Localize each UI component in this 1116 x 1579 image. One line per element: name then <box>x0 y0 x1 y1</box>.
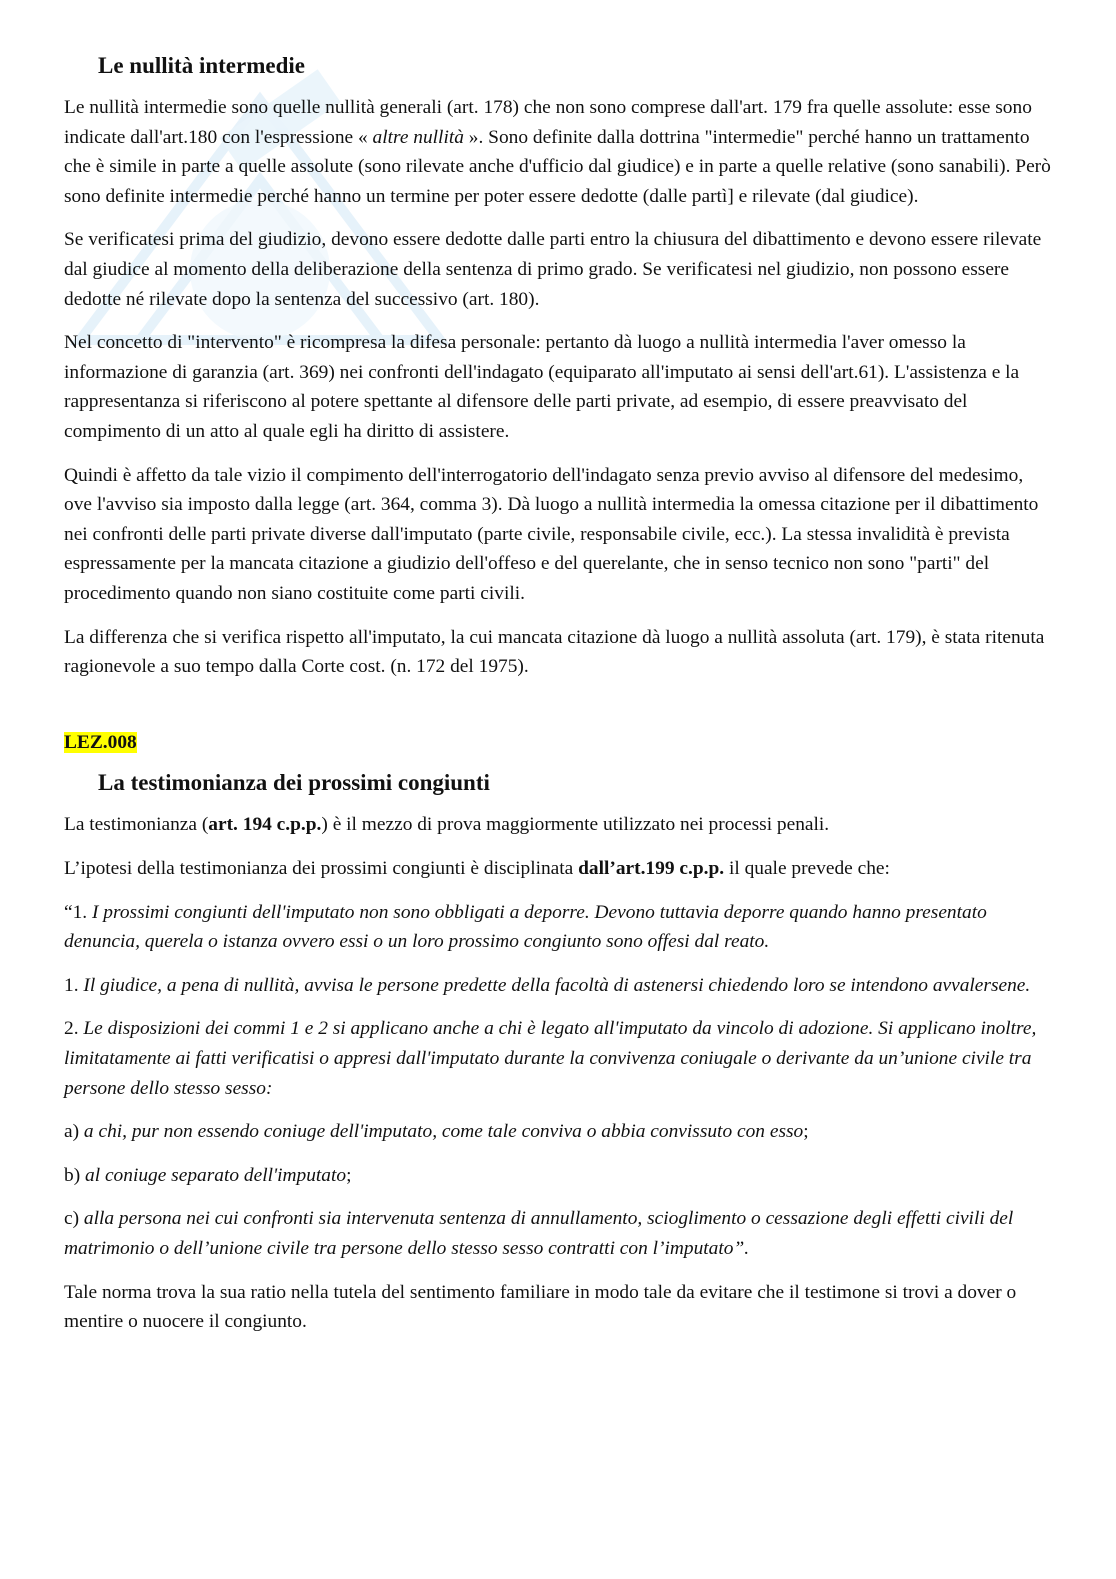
italic-text: altre nullità <box>372 126 464 148</box>
quote-paragraph <box>64 1204 1054 1263</box>
italic-text: Le disposizioni dei commi 1 e 2 si applicano anche a chi è legato all'imputato da vincolo di adozione. Si applicano inoltre, limitatamente ai fatti verificatisi o appresi dall'imputato durante la convivenza coniugale o derivante da un’unione civile tra persone dello stesso sesso: <box>64 1018 1037 1099</box>
item-letter: b) <box>64 1164 86 1186</box>
italic-text: alla persona nei cui confronti sia intervenuta sentenza di annullamento, scioglimento o cessazione degli effetti civili del matrimonio o dell’unione civile tra persone dello stesso sesso contratti con l’imputato”. <box>64 1208 1014 1259</box>
paragraph <box>64 854 1054 884</box>
text-run: ; <box>346 1164 352 1186</box>
paragraph <box>64 93 1054 211</box>
text-run: ) è il mezzo di prova maggiormente utilizzato nei processi penali. <box>321 814 830 836</box>
bold-text: art. 194 c.p.p. <box>208 814 322 836</box>
italic-text: Il giudice, a pena di nullità, avvisa le persone predette della facoltà di astenersi chiedendo loro se intendono avvalersene. <box>83 974 1031 996</box>
bold-text: dall’art.199 c.p.p. <box>578 857 725 879</box>
item-number: “1. <box>64 901 92 923</box>
quote-paragraph <box>64 1161 1054 1191</box>
lesson-label <box>64 728 1054 758</box>
paragraph: Quindi è affetto da tale vizio il compimento dell'interrogatorio dell'indagato senza previo avviso al difensore del medesimo, ove l'avviso sia imposto dalla legge (art. 364, comma 3). Dà luogo a nullità intermedia la omessa citazione per il dibattimento nei confronti delle parti private diverse dall'imputato (parte civile, responsabile civile, ecc.). La stessa invalidità è prevista espressamente per la mancata citazione a giudizio dell'offeso e del querelante, che in senso tecnico non sono "parti" del procedimento quando non siano costituite come parti civili. <box>64 464 1039 604</box>
italic-text: a chi, pur non essendo coniuge dell'imputato, come tale conviva o abbia convissuto con esso <box>83 1121 804 1143</box>
item-number: 2. <box>64 1018 84 1040</box>
quote-paragraph <box>64 971 1054 1001</box>
italic-text: al coniuge separato dell'imputato <box>85 1164 347 1186</box>
paragraph: Nel concetto di "intervento" è ricompresa la difesa personale: pertanto dà luogo a nullità intermedia l'aver omesso la informazione di garanzia (art. 369) nei confronti dell'indagato (equiparato all'imputato ai sensi dell'art.61). L'assistenza e la rappresentanza si riferiscono al potere spettante al difensore delle parti private, ad esempio, di essere preavvisato del compimento di un atto al quale egli ha diritto di assistere. <box>64 332 1020 442</box>
paragraph: La differenza che si verifica rispetto all'imputato, la cui mancata citazione dà luogo a nullità assoluta (art. 179), è stata ritenuta ragionevole a suo tempo dalla Corte cost. (n. 172 del 1975). <box>64 626 1045 678</box>
paragraph <box>64 810 1054 840</box>
text-run: Le nullità intermedie sono quelle nullità generali (art. 178) che non sono comprese dall'art. 179 fra quelle assolute: esse sono indicate dall'art.180 con l'espressione « <box>64 97 1032 148</box>
section-title-testimonianza: La testimonianza dei prossimi congiunti <box>98 770 490 796</box>
text-run: il quale prevede che: <box>724 857 890 879</box>
section-title-nullita: Le nullità intermedie <box>98 53 305 78</box>
item-letter: c) <box>64 1208 84 1230</box>
quote-paragraph <box>64 1117 1054 1147</box>
paragraph: Se verificatesi prima del giudizio, devono essere dedotte dalle parti entro la chiusura del dibattimento e devono essere rilevate dal giudice al momento della deliberazione della sentenza di primo grado. Se verificatesi nel giudizio, non possono essere dedotte né rilevate dopo la sentenza del successivo (art. 180). <box>64 229 1042 310</box>
item-number: 1. <box>64 974 84 996</box>
italic-text: I prossimi congiunti dell'imputato non sono obbligati a deporre. Devono tuttavia deporre quando hanno presentato denuncia, querela o istanza ovvero essi o un loro prossimo congiunto sono offesi dal reato. <box>64 901 987 953</box>
quote-paragraph <box>64 898 1054 957</box>
text-run: L’ipotesi della testimonianza dei prossimi congiunti è disciplinata <box>64 857 579 879</box>
paragraph: Tale norma trova la sua ratio nella tutela del sentimento familiare in modo tale da evitare che il testimone si trovi a dover o mentire o nuocere il congiunto. <box>64 1281 1017 1333</box>
text-run: La testimonianza ( <box>64 814 209 836</box>
highlighted-label: LEZ.008 <box>64 731 137 753</box>
quote-paragraph <box>64 1014 1054 1103</box>
document-body <box>64 50 1054 1351</box>
item-letter: a) <box>64 1121 84 1143</box>
text-run: ». Sono definite dalla dottrina "intermedie" perché hanno un trattamento che è simile in parte a quelle assolute (sono rilevate anche d'ufficio dal giudice) e in parte a quelle relative (sono sanabili). Però sono definite intermedie perché hanno un termine per poter essere dedotte (dalle partì] e rilevate (dal giudice). <box>64 126 1051 207</box>
text-run: ; <box>803 1121 809 1143</box>
